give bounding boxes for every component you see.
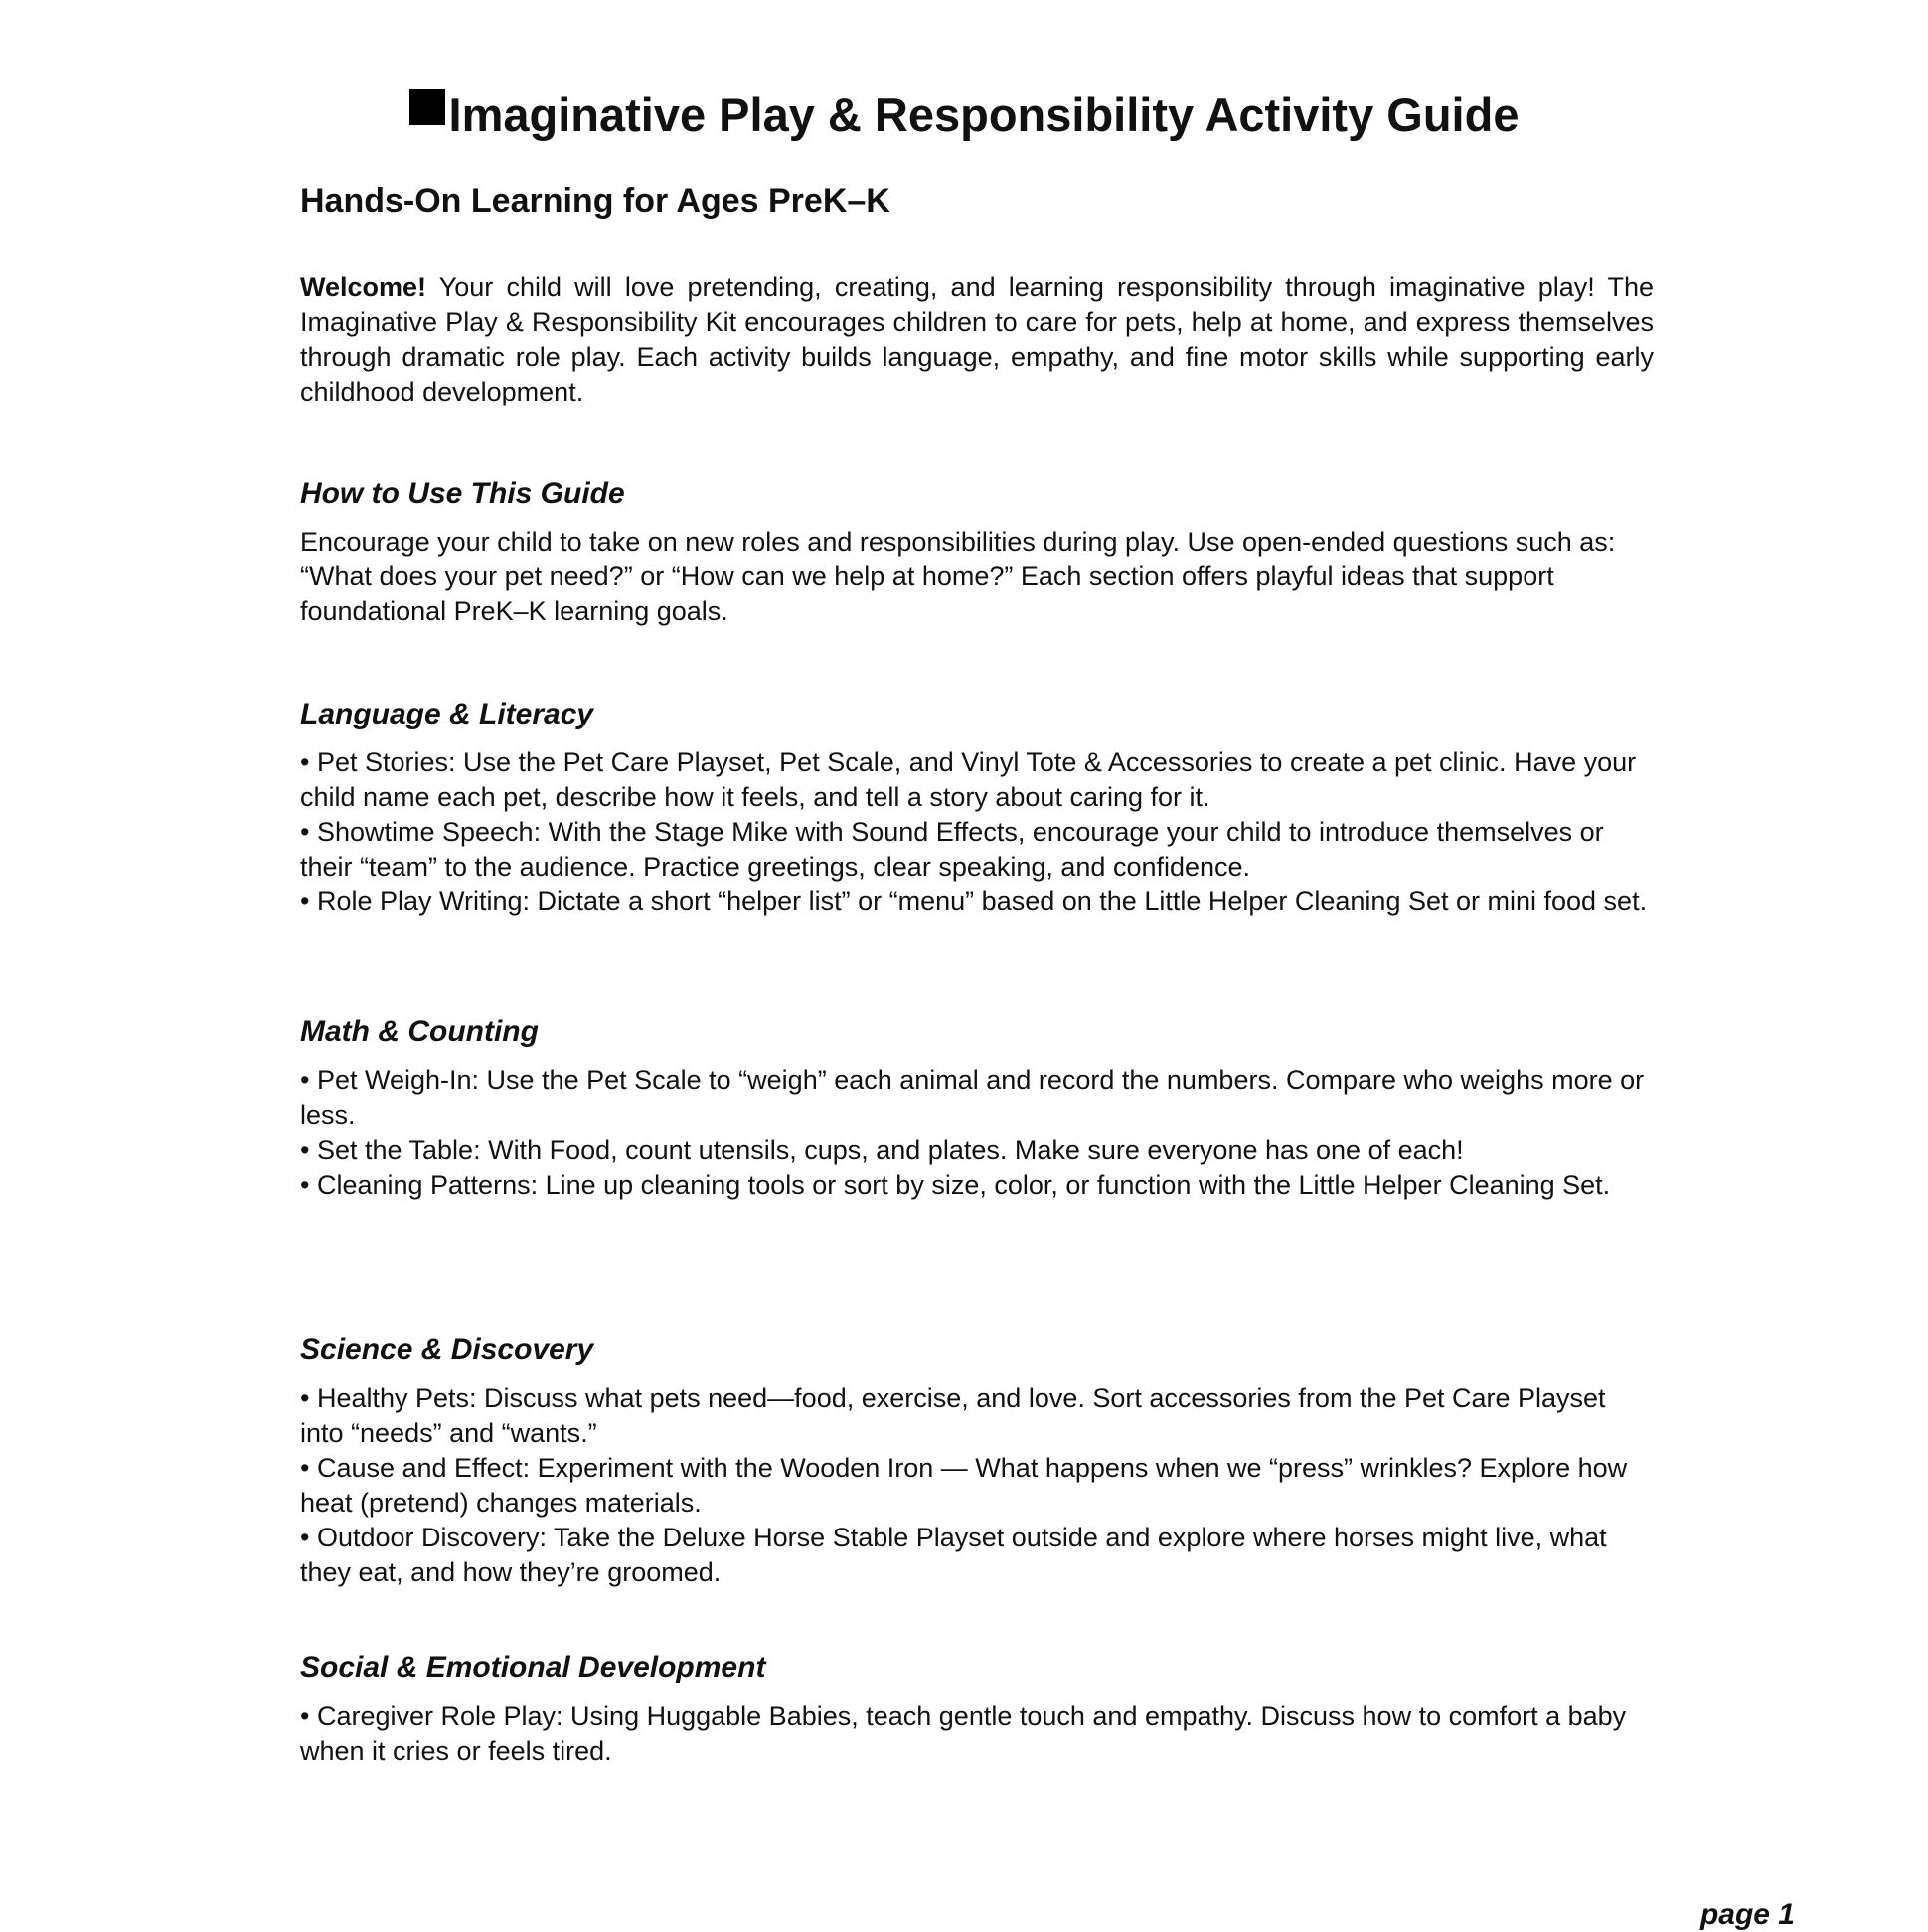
section-heading-math-counting: Math & Counting <box>300 1015 539 1047</box>
page-subtitle: Hands-On Learning for Ages PreK–K <box>300 182 890 220</box>
page-title <box>0 87 1928 143</box>
bullet-item: • Role Play Writing: Dictate a short “helper list” or “menu” based on the Little Helper Cleaning Set or mini food set. <box>300 886 1648 916</box>
bullet-item: • Pet Weigh-In: Use the Pet Scale to “weigh” each animal and record the numbers. Compare who weighs more or less. <box>300 1065 1645 1130</box>
section-body-math-counting <box>300 1063 1654 1203</box>
section-heading-how-to-use: How to Use This Guide <box>300 477 625 510</box>
bullet-item: • Healthy Pets: Discuss what pets need—food, exercise, and love. Sort accessories from the Pet Care Playset into “needs” and “wants.” <box>300 1383 1606 1448</box>
intro-text: Your child will love pretending, creating, and learning responsibility through imaginative play! The Imaginative Play & Responsibility Kit encourages children to care for pets, help at home, and express themselves through dramatic role play. Each activity builds language, empathy, and fine motor skills while supporting early childhood development. <box>300 272 1654 406</box>
square-bullet-icon <box>409 89 445 125</box>
section-heading-social-emotional: Social & Emotional Development <box>300 1651 766 1684</box>
section-heading-language-literacy: Language & Literacy <box>300 698 594 730</box>
section-body-science-discovery <box>300 1381 1654 1590</box>
paragraph: Encourage your child to take on new roles and responsibilities during play. Use open-ended questions such as: “What does your pet need?” or “How can we help at home?” Each section offers playful ideas that support foundational PreK–K learning goals. <box>300 527 1616 626</box>
page-number: page 1 <box>1699 1898 1795 1931</box>
bullet-item: • Set the Table: With Food, count utensils, cups, and plates. Make sure everyone has one of each! <box>300 1135 1464 1165</box>
page-title-text: Imaginative Play & Responsibility Activity Guide <box>448 88 1520 141</box>
section-body-language-literacy <box>300 745 1654 919</box>
bullet-item: • Outdoor Discovery: Take the Deluxe Horse Stable Playset outside and explore where horses might live, what they eat, and how they’re groomed. <box>300 1523 1607 1587</box>
section-body-how-to-use <box>300 525 1654 629</box>
intro-paragraph <box>300 270 1654 409</box>
bullet-item: • Pet Stories: Use the Pet Care Playset, Pet Scale, and Vinyl Tote & Accessories to create a pet clinic. Have your child name each pet, describe how it feels, and tell a story about caring for it. <box>300 747 1637 812</box>
bullet-item: • Caregiver Role Play: Using Huggable Babies, teach gentle touch and empathy. Discuss how to comfort a baby when it cries or feels tired. <box>300 1701 1627 1766</box>
bullet-item: • Cleaning Patterns: Line up cleaning tools or sort by size, color, or function with the Little Helper Cleaning Set. <box>300 1170 1611 1200</box>
section-body-social-emotional <box>300 1699 1654 1769</box>
bullet-item: • Cause and Effect: Experiment with the Wooden Iron — What happens when we “press” wrinkles? Explore how heat (pretend) changes materials. <box>300 1453 1628 1518</box>
intro-lead: Welcome! <box>300 272 427 302</box>
section-heading-science-discovery: Science & Discovery <box>300 1333 594 1366</box>
bullet-item: • Showtime Speech: With the Stage Mike with Sound Effects, encourage your child to introduce themselves or their “team” to the audience. Practice greetings, clear speaking, and confidence. <box>300 817 1604 882</box>
